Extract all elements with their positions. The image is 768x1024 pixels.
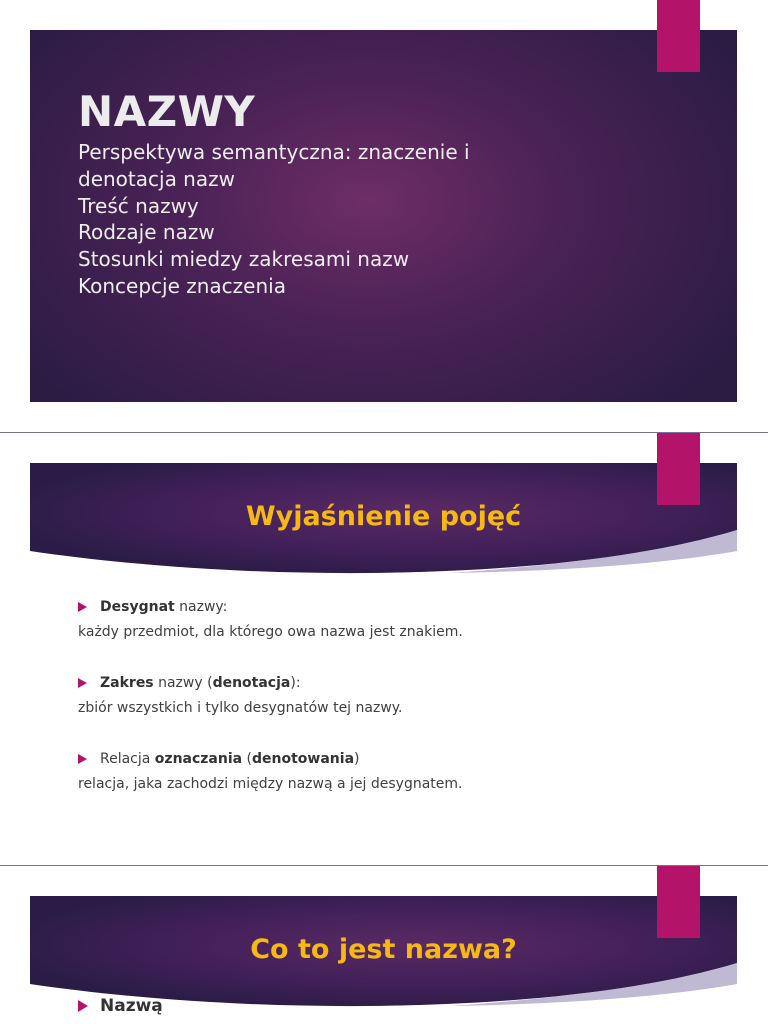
term-bold: denotacja bbox=[212, 675, 291, 691]
accent-tab bbox=[657, 866, 700, 938]
term-rest: nazwy ( bbox=[153, 675, 213, 691]
slide-title-subtitle bbox=[78, 139, 548, 300]
subtitle-line: Koncepcje znaczenia bbox=[78, 273, 286, 298]
definition-item bbox=[78, 672, 463, 719]
definition-text: każdy przedmiot, dla którego owa nazwa jest znakiem. bbox=[78, 624, 463, 640]
slide-definitions bbox=[0, 433, 768, 865]
bullet-line bbox=[78, 596, 463, 618]
definition-item bbox=[78, 596, 463, 643]
triangle-bullet-icon bbox=[78, 678, 87, 688]
slide-title-heading: NAZWY bbox=[78, 87, 256, 136]
slide-title bbox=[0, 0, 768, 432]
slide-what-is-name bbox=[0, 866, 768, 1024]
term-rest: ) bbox=[354, 751, 360, 767]
term-bold: Zakres bbox=[100, 675, 154, 691]
bullet-line bbox=[78, 748, 463, 770]
term-bold: oznaczania bbox=[154, 751, 243, 767]
term-prefix: Relacja bbox=[100, 751, 155, 767]
accent-tab bbox=[657, 0, 700, 72]
definition-text: zbiór wszystkich i tylko desygnatów tej nazwy. bbox=[78, 700, 403, 716]
term-rest: ): bbox=[290, 675, 301, 691]
term-rest: nazwy: bbox=[174, 599, 228, 615]
bullet-list bbox=[78, 994, 163, 1018]
subtitle-line: Rodzaje nazw bbox=[78, 220, 215, 245]
triangle-bullet-icon bbox=[78, 602, 87, 612]
triangle-bullet-icon bbox=[78, 754, 87, 764]
subtitle-line: denotacja nazw bbox=[78, 166, 235, 191]
term-bold: Desygnat bbox=[100, 599, 175, 615]
definitions-list bbox=[78, 596, 463, 824]
term-rest: ( bbox=[242, 751, 253, 767]
slide-heading: Co to jest nazwa? bbox=[250, 934, 517, 965]
subtitle-line: Treść nazwy bbox=[78, 193, 199, 218]
subtitle-line: Stosunki miedzy zakresami nazw bbox=[78, 247, 410, 272]
bullet-line bbox=[78, 994, 163, 1018]
slide-heading: Wyjaśnienie pojęć bbox=[245, 501, 522, 532]
term-bold: Nazwą bbox=[100, 996, 163, 1016]
definition-text: relacja, jaka zachodzi między nazwą a jej desygnatem. bbox=[78, 776, 463, 792]
bullet-line bbox=[78, 672, 463, 694]
term-bold: denotowania bbox=[252, 751, 355, 767]
accent-tab bbox=[657, 433, 700, 505]
triangle-bullet-icon bbox=[78, 1000, 88, 1012]
subtitle-line: Perspektywa semantyczna: znaczenie i bbox=[78, 140, 470, 164]
definition-item bbox=[78, 748, 463, 795]
